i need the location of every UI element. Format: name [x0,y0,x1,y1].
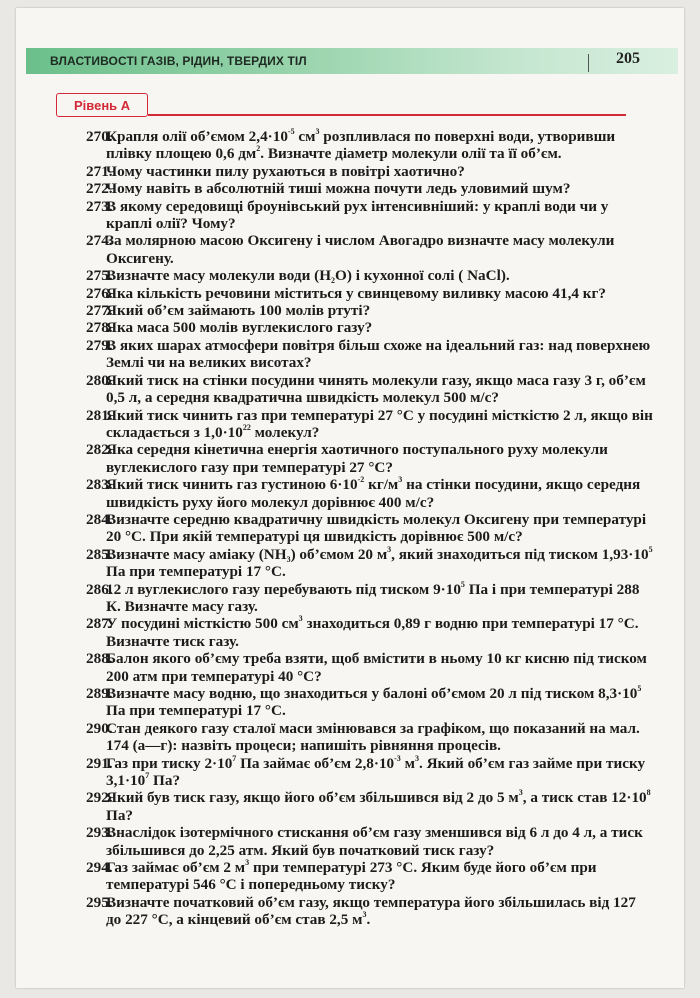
text-run: Стан деякого газу сталої маси змінювався за графіком, що показаний на мал. 174 (а—г): назвіть процеси; напишіть рівняння процесів. [106,719,640,755]
text-run: Па при температурі 17 °С. [106,702,286,720]
problem-text [106,615,639,649]
problem-text [106,685,641,719]
problem-item [88,511,654,546]
text-run: Па? [106,806,134,824]
problem-list [88,128,654,929]
superscript: 3 [414,753,419,763]
text-run: . Який об’єм газ займе при тиску 3,1·10 [106,754,646,790]
problem-number: 291. [86,754,113,772]
problem-item [88,859,654,894]
problem-text [106,546,653,580]
problem-item [88,685,654,720]
problem-text [106,180,570,197]
superscript: 3 [387,544,392,554]
text-run: У посудині місткістю 500 см [106,615,299,633]
problem-number: 280. [86,371,113,389]
problem-item [88,198,654,233]
problem-text [106,372,646,406]
problem-text [106,407,653,441]
superscript: -2 [357,475,365,485]
problem-number: 295. [86,893,113,911]
text-run: Балон якого об’єму треба взяти, щоб вмістити в ньому 10 кг кисню під тиском 200 атм при температурі 40 °С? [106,650,647,685]
text-run: Па і при температурі 288 К. Визначте масу газу. [106,580,640,615]
text-run: ) об’ємом 20 м [290,545,388,563]
problem-text [106,720,640,754]
problem-number: 274. [86,232,113,250]
superscript: 3 [518,788,523,798]
problem-item [88,650,654,685]
problem-text [106,476,640,510]
problem-number: 288. [86,650,113,668]
text-run: Який був тиск газу, якщо його об’єм збільшився від 2 до 5 м [106,789,519,807]
text-run: В якому середовищі броунівський рух інтенсивніший: у краплі води чи у краплі олії? Чому? [106,197,609,233]
text-run: O) і кухонної солі ( NaCl). [335,267,510,285]
superscript: 5 [648,544,653,554]
text-run: В яких шарах атмосфери повітря більш схоже на ідеальний газ: над поверхнею Землі чи на великих висотах? [106,336,651,372]
text-run: Крапля олії об’ємом 2,4·10 [106,128,288,145]
problem-text [106,441,608,475]
problem-number: 285. [86,545,113,563]
problem-number: 282. [86,441,113,459]
problem-item [88,789,654,824]
text-run: Який тиск на стінки посудини чинять молекули газу, якщо маса газу 3 г, об’єм 0,5 л, а середня квадратична швидкість молекул 500 м/с? [106,371,646,407]
text-run: см [294,128,316,145]
superscript: 3 [245,858,250,868]
problem-number: 270. [86,128,113,145]
superscript: 8 [646,788,651,798]
text-run: при температурі 273 °С. Яким буде його об’єм при температурі 546 °С і попередньому тиску? [106,859,597,894]
superscript: -5 [287,127,295,136]
text-run: кг/м [364,476,399,494]
problem-item [88,581,654,616]
superscript: 5 [460,579,465,589]
text-run: Визначте масу молекули води (H [106,267,332,285]
text-run: Внаслідок ізотермічного стискання об’єм газу зменшився від 6 л до 4 л, а тиск збільшився до 2,25 атм. Який був початковий тиск газу? [106,824,643,859]
problem-item [88,546,654,581]
problem-text [106,894,636,928]
problem-item [88,319,654,336]
text-run: Газ займає об’єм 2 м [106,859,246,877]
text-run: Яка маса 500 молів вуглекислого газу? [106,319,373,337]
problem-text [106,755,645,789]
subscript: 2 [331,276,336,286]
superscript: 3 [362,910,367,920]
superscript: 3 [315,127,320,136]
text-run: 12 л вуглекислого газу перебувають під тиском 9·10 [106,580,461,598]
problem-number: 286. [86,580,113,598]
text-run: знаходиться 0,89 г водню при температурі 17 °С. Визначте тиск газу. [106,615,639,650]
problem-number: 273. [86,197,113,215]
text-run: Чому частинки пилу рухаються в повітрі хаотично? [106,162,465,180]
text-run: Визначте масу водню, що знаходиться у балоні об’ємом 20 л під тиском 8,3·10 [106,685,638,702]
problem-item [88,407,654,442]
section-title: ВЛАСТИВОСТІ ГАЗІВ, РІДИН, ТВЕРДИХ ТІЛ [50,54,307,68]
problem-number: 284. [86,510,113,528]
problem-text [106,163,465,180]
text-run: Яка середня кінетична енергія хаотичного поступального руху молекули вуглекислого газу при температурі 27 °С? [106,441,608,476]
problem-item [88,720,654,755]
problem-item [88,337,654,372]
text-run: , який знаходиться під тиском 1,93·10 [391,545,649,563]
problem-item [88,476,654,511]
problem-text [106,824,643,858]
superscript: 3 [298,614,303,624]
problem-number: 293. [86,824,113,842]
text-run: Газ при тиску 2·10 [106,754,233,772]
problem-item [88,232,654,267]
superscript: 7 [232,753,237,763]
text-run: . Визначте діаметр молекули олії та її об’єм. [260,145,562,163]
problem-number: 283. [86,476,113,494]
problem-item [88,824,654,859]
text-run: на стінки посудини, якщо середня швидкість руху його молекул дорівнює 400 м/с? [106,476,641,511]
problem-number: 278. [86,319,113,337]
textbook-page [16,8,684,988]
problem-item [88,441,654,476]
text-run: Визначте середню квадратичну швидкість молекул Оксигену при температурі 20 °С. При якій температурі ця швидкість дорівнює 500 м/с? [106,510,647,546]
problem-item [88,372,654,407]
text-run: Чому навіть в абсолютній тиші можна почути ледь уловимий шум? [106,180,571,198]
problem-text [106,581,639,615]
problem-text [106,267,510,284]
problem-number: 281. [86,406,113,424]
problem-text [106,232,614,266]
text-run: Па? [149,772,181,790]
problem-text [106,198,608,232]
text-run: Визначте масу аміаку (NH [106,545,287,563]
subscript: 3 [286,554,291,564]
text-run: , а тиск став 12·10 [522,789,647,807]
text-run: Па займає об’єм 2,8·10 [236,754,395,772]
problem-number: 289. [86,685,113,702]
problem-text [106,285,606,302]
problem-text [106,650,647,684]
problem-text [106,511,646,545]
problem-item [88,180,654,197]
superscript: 5 [637,684,642,693]
text-run: розпливлася по поверхні води, утворивши плівку площею 0,6 дм [106,128,616,163]
problem-item [88,755,654,790]
level-divider [148,114,626,116]
problem-number: 290. [86,719,113,737]
superscript: 22 [242,422,251,432]
text-run: Визначте початковий об’єм газу, якщо температура його збільшилась від 127 до 227 °С, а кінцевий об’єм став 2,5 м [106,893,636,929]
problem-text [106,337,650,371]
level-label: Рівень А [74,98,131,113]
superscript: 7 [145,771,150,781]
problem-number: 287. [86,615,113,633]
page-number: 205 [616,50,640,67]
problem-item [88,128,654,163]
problem-item [88,302,654,319]
problem-text [106,859,597,893]
problem-number: 294. [86,859,113,877]
problem-item [88,285,654,302]
text-run: Який об’єм займають 100 молів ртуті? [106,302,371,320]
problem-number: 272. [86,180,113,198]
problem-number: 275. [86,267,113,285]
text-run: Який тиск чинить газ при температурі 27 °С у посудині місткістю 2 л, якщо він складається з 1,0·10 [106,406,653,441]
problem-text [106,128,615,162]
text-run: Який тиск чинить газ густиною 6·10 [106,476,358,494]
text-run: Яка кількість речовини міститься у свинцевому виливку масою 41,4 кг? [106,284,607,302]
problem-item [88,615,654,650]
text-run: молекул? [250,423,320,441]
problem-text [106,302,370,319]
text-run: За молярною масою Оксигену і числом Авогадро визначте масу молекули Оксигену. [106,232,615,267]
problem-text [106,319,372,336]
text-run: . [366,911,371,929]
superscript: 3 [398,475,403,485]
text-run: Па при температурі 17 °С. [106,563,286,581]
problem-number: 277. [86,302,113,320]
problem-item [88,894,654,929]
problem-number: 279. [86,336,113,354]
problem-item [88,267,654,284]
superscript: -3 [394,753,401,763]
page-number-divider [588,54,589,72]
problem-text [106,789,651,823]
problem-number: 292. [86,789,113,807]
problem-number: 276. [86,284,113,302]
problem-number: 271. [86,162,113,180]
text-run: м [400,754,415,772]
problem-item [88,163,654,180]
superscript: 2 [256,144,261,154]
